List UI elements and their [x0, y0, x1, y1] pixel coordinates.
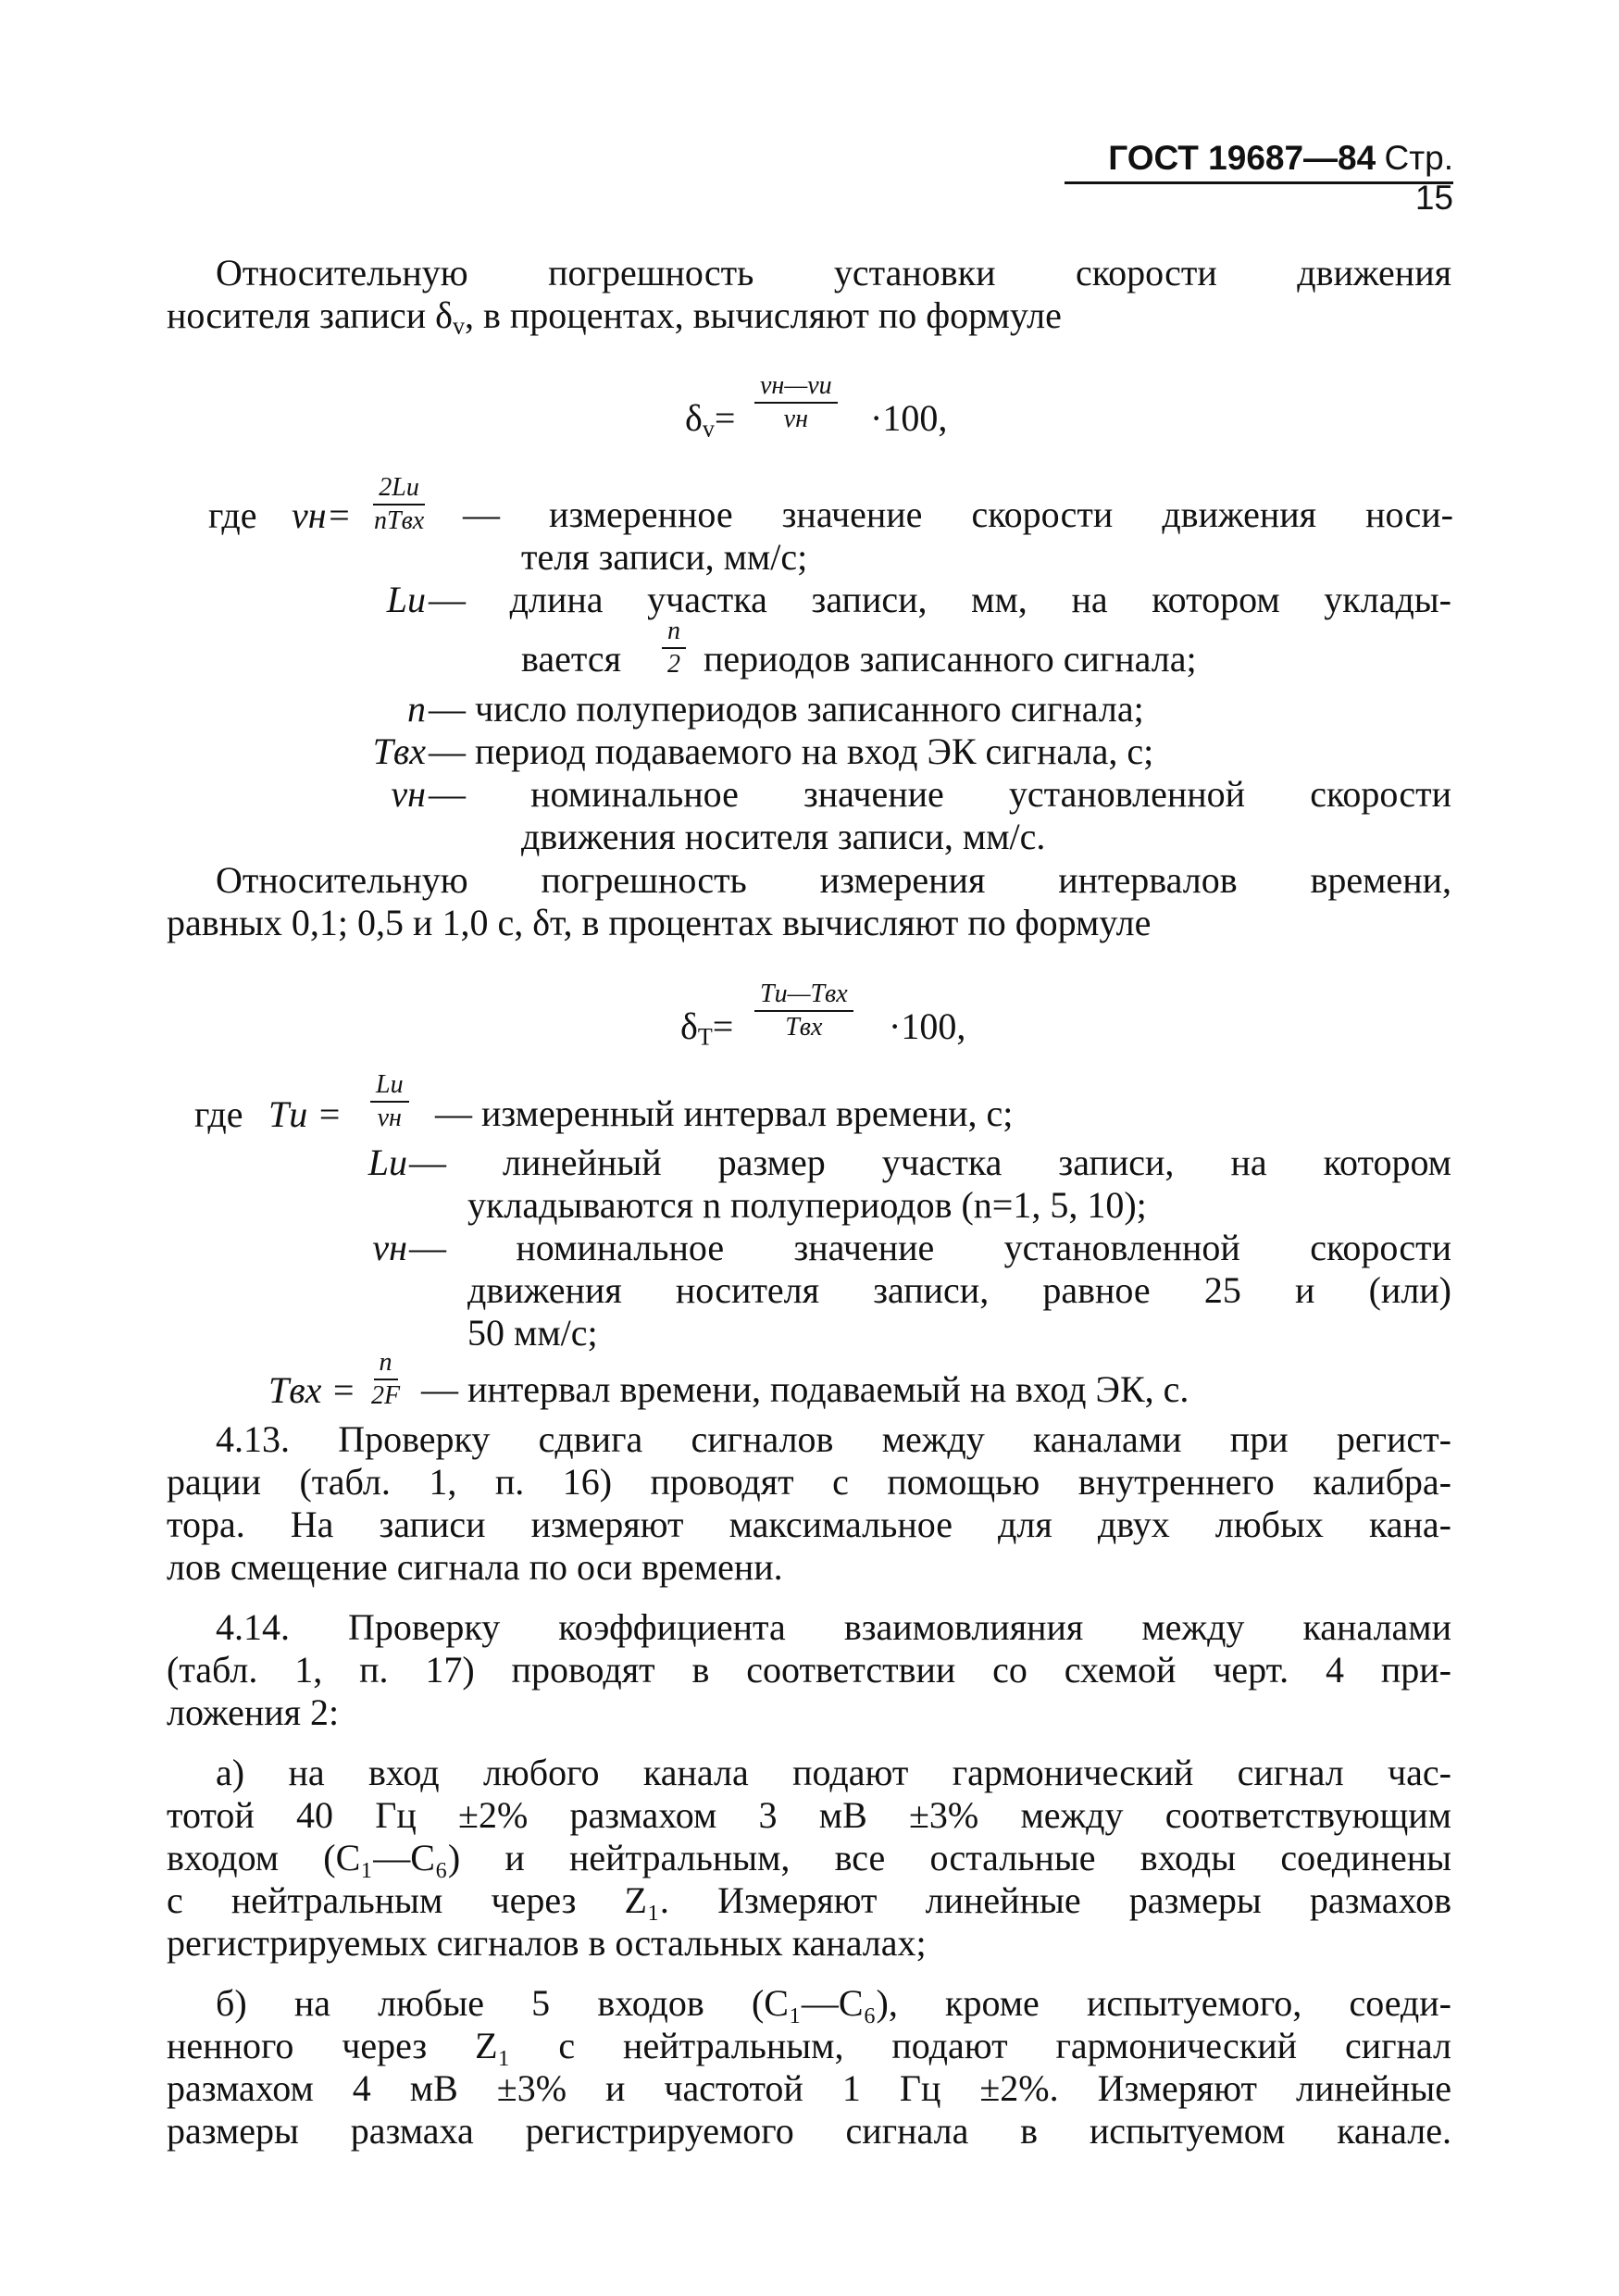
- where2-vn-symbol: vн: [372, 1227, 407, 1268]
- item-b-line3: размахом 4 мВ ±3% и частотой 1 Гц ±2%. Измеряют линейные: [167, 2067, 1451, 2109]
- where1-lu-desc2b: периодов записанного сигнала;: [704, 638, 1197, 680]
- para414-line2: (табл. 1, п. 17) проводят в соответствии со схемой черт. 4 при-: [167, 1649, 1451, 1691]
- where2-gde: где: [194, 1093, 243, 1135]
- where1-vnom-symbol: vн: [391, 773, 426, 815]
- where2-tvx-symbol: Tвх =: [268, 1369, 356, 1411]
- para413-line3: тора. На записи измеряют максимальное для двух любых кана-: [167, 1504, 1451, 1545]
- item-b-line2: ненного через Z₁ с нейтральным, подают гармонический сигнал: [167, 2025, 1451, 2066]
- formula1-equals: =: [714, 397, 736, 439]
- formula2-delta: δ: [680, 1005, 698, 1047]
- where1-vn-denominator: nTвх: [374, 506, 425, 535]
- item-b-line4: размеры размаха регистрируемого сигнала в испытуемом канале.: [167, 2110, 1451, 2152]
- para1-line2-sub: v: [453, 312, 466, 340]
- where2-ti-symbol: Tи =: [268, 1093, 342, 1135]
- where1-vnom-desc2: движения носителя записи, мм/с.: [521, 816, 1046, 857]
- where1-vnom-desc1: — номинальное значение установленной скорости: [429, 773, 1451, 815]
- where2-tvx-fraction: [366, 1347, 405, 1412]
- formula1-numerator: vн—vu: [754, 370, 838, 404]
- where2-vn-desc3: 50 мм/с;: [467, 1312, 598, 1354]
- where1-t-desc: — период подаваемого на вход ЭК сигнала, с;: [429, 730, 1154, 772]
- para2-line2: равных 0,1; 0,5 и 1,0 с, δт, в процентах вычисляют по формуле: [167, 902, 1152, 943]
- formula1-fraction: [754, 370, 838, 435]
- formula1-tail: ·100,: [870, 397, 948, 439]
- where1-lu-desc1: — длина участка записи, мм, на котором уклады-: [429, 579, 1451, 620]
- page-number: Стр. 15: [1384, 139, 1453, 217]
- formula1-lhs: [685, 396, 735, 443]
- para413-line1: 4.13. Проверку сдвига сигналов между каналами при регист-: [216, 1418, 1451, 1460]
- where2-ti-fraction: [370, 1069, 409, 1134]
- where1-gde: где: [208, 494, 257, 536]
- item-a-line4: с нейтральным через Z₁. Измеряют линейные размеры размахов: [167, 1879, 1451, 1921]
- where1-vn-numerator: 2Lu: [373, 472, 425, 505]
- formula1-delta: δ: [685, 397, 703, 439]
- where1-n-desc: — число полупериодов записанного сигнала;: [429, 688, 1144, 730]
- where2-ti-denominator: vн: [377, 1104, 402, 1132]
- para1-line2-rest: , в процентах, вычисляют по формуле: [465, 294, 1062, 336]
- formula2-tail: ·100,: [889, 1005, 966, 1047]
- where2-lu-symbol: Lu: [367, 1142, 407, 1183]
- where2-lu-desc2: укладываются n полупериодов (n=1, 5, 10);: [467, 1184, 1147, 1226]
- item-a-line2: тотой 40 Гц ±2% размахом 3 мВ ±3% между соответствующим: [167, 1794, 1451, 1836]
- para1-line1: Относительную погрешность установки скорости движения: [216, 252, 1451, 293]
- formula2-denominator: Tвх: [785, 1013, 823, 1042]
- para1-line2-text: носителя записи δ: [167, 294, 454, 336]
- where2-ti-numerator: Lu: [370, 1069, 409, 1103]
- formula2-numerator: Tи—Tвх: [754, 979, 853, 1012]
- where1-lu-desc2a: вается: [521, 638, 621, 680]
- formula2-fraction: [754, 979, 853, 1043]
- where2-ti-desc: — измеренный интервал времени, с;: [435, 1092, 1014, 1134]
- where2-vn-desc1: — номинальное значение установленной скорости: [409, 1227, 1451, 1268]
- standard-number: ГОСТ 19687—84: [1108, 139, 1376, 177]
- where1-vn-desc1: — измеренное значение скорости движения носи-: [463, 493, 1453, 535]
- where1-vn-desc2: теля записи, мм/с;: [521, 536, 808, 578]
- where2-vn-desc2: движения носителя записи, равное 25 и (или): [467, 1269, 1451, 1311]
- where2-lu-desc1: — линейный размер участка записи, на котором: [409, 1142, 1451, 1183]
- where2-tvx-numerator: n: [374, 1347, 398, 1380]
- formula1-delta-sub: v: [702, 415, 715, 443]
- where2-tvx-desc: — интервал времени, подаваемый на вход ЭК, с.: [421, 1368, 1189, 1410]
- page-header: [1065, 139, 1453, 217]
- item-a-line5: регистрируемых сигналов в остальных каналах;: [167, 1922, 927, 1964]
- where1-lu-fraction: [662, 616, 686, 680]
- formula2-lhs: [680, 1004, 733, 1052]
- formula2-delta-sub: T: [697, 1023, 713, 1051]
- para414-line1: 4.14. Проверку коэффициента взаимовлияния между каналами: [216, 1606, 1451, 1648]
- para414-line3: ложения 2:: [167, 1691, 340, 1733]
- where1-lu-frac-den: 2: [667, 650, 680, 679]
- where1-vn-symbol-text: vн: [292, 494, 327, 536]
- para413-line4: лов смещение сигнала по оси времени.: [167, 1546, 783, 1588]
- item-a-line3: входом (C₁—C₆) и нейтральным, все остальные входы соединены: [167, 1837, 1451, 1878]
- formula2-equals: =: [712, 1005, 734, 1047]
- formula1-denominator: vн: [783, 405, 808, 433]
- item-b-line1: б) на любые 5 входов (C₁—C₆), кроме испытуемого, соеди-: [216, 1982, 1451, 2024]
- where1-lu-frac-num: n: [662, 616, 686, 649]
- where1-n-symbol: n: [407, 688, 426, 730]
- para1-line2: [167, 294, 1453, 348]
- item-a-line1: а) на вход любого канала подают гармонический сигнал час-: [216, 1752, 1451, 1793]
- where1-lu-symbol: Lu: [386, 579, 426, 620]
- para2-line1: Относительную погрешность измерения интервалов времени,: [216, 859, 1451, 901]
- where1-vn-fraction: [368, 472, 430, 537]
- where1-vn-symbol: vн=: [292, 494, 352, 536]
- where2-tvx-denominator: 2F: [371, 1381, 401, 1410]
- where1-t-symbol: Tвх: [372, 730, 426, 772]
- para413-line2: рации (табл. 1, п. 16) проводят с помощью внутреннего калибра-: [167, 1461, 1451, 1503]
